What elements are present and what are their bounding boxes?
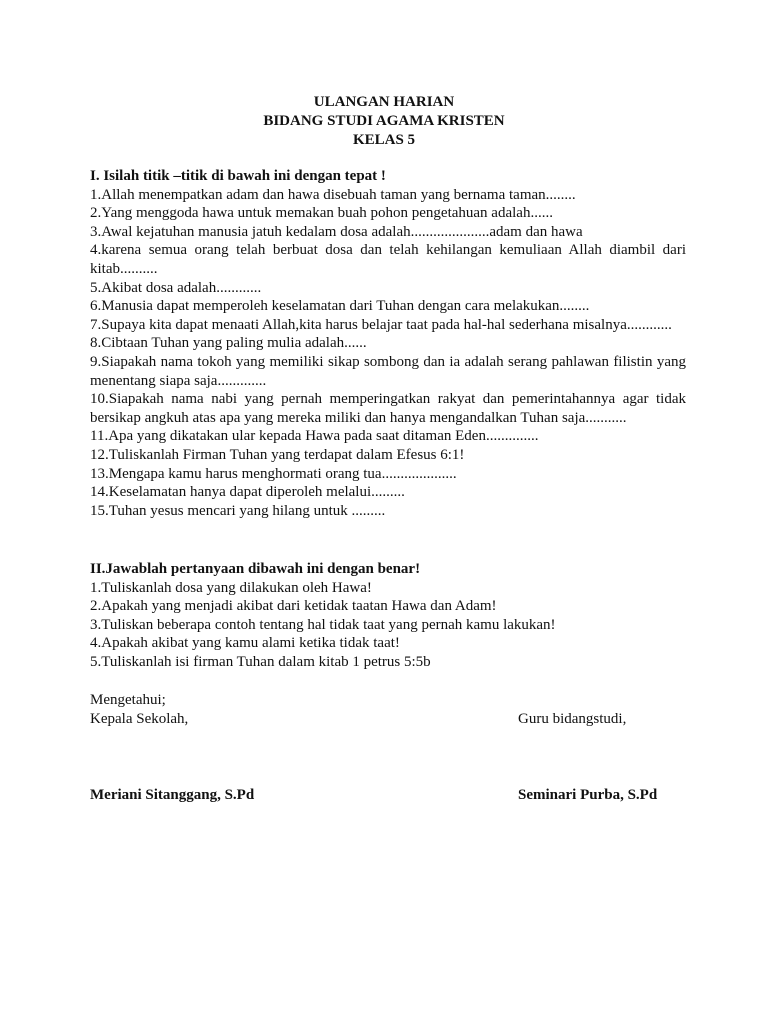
- question-item: 14.Keselamatan hanya dapat diperoleh melalui.........: [90, 484, 405, 501]
- teacher-role: Guru bidangstudi,: [518, 711, 627, 727]
- exam-title: ULANGAN HARIAN: [313, 94, 455, 110]
- section-1: [90, 167, 686, 520]
- principal-name: Meriani Sitanggang, S.Pd: [90, 787, 255, 803]
- question-item: 6.Manusia dapat memperoleh keselamatan dari Tuhan dengan cara melakukan........: [90, 298, 590, 315]
- principal-role: Kepala Sekolah,: [90, 711, 189, 727]
- question-item: 1.Tuliskanlah dosa yang dilakukan oleh Hawa!: [90, 579, 372, 596]
- question-item: 4.karena semua orang telah berbuat dosa dan telah kehilangan kemuliaan Allah diambil dari kitab..........: [90, 242, 686, 277]
- acknowledged-label: Mengetahui;: [90, 692, 166, 708]
- class-title: KELAS 5: [352, 132, 416, 148]
- question-item: 1.Allah menempatkan adam dan hawa disebuah taman yang bernama taman........: [90, 186, 576, 203]
- section-1-title: I. Isilah titik –titik di bawah ini dengan tepat !: [90, 168, 386, 184]
- document-header: [0, 93, 768, 150]
- section-2-title: II.Jawablah pertanyaan dibawah ini dengan benar!: [90, 561, 421, 577]
- question-item: 4.Apakah akibat yang kamu alami ketika tidak taat!: [90, 635, 400, 652]
- question-item: 3.Tuliskan beberapa contoh tentang hal tidak taat yang pernah kamu lakukan!: [90, 616, 556, 633]
- question-item: 13.Mengapa kamu harus menghormati orang tua....................: [90, 465, 457, 482]
- question-item: 2.Yang menggoda hawa untuk memakan buah pohon pengetahuan adalah......: [90, 205, 553, 222]
- question-item: 8.Cibtaan Tuhan yang paling mulia adalah......: [90, 335, 367, 352]
- question-item: 5.Akibat dosa adalah............: [90, 279, 262, 296]
- section-2: [90, 560, 686, 672]
- question-item: 15.Tuhan yesus mencari yang hilang untuk .........: [90, 502, 386, 519]
- question-item: 10.Siapakah nama nabi yang pernah memperingatkan rakyat dan pemerintahannya agar tidak bersikap angkuh atas apa yang mereka miliki dan hanya mengandalkan Tuhan saja...........: [90, 391, 686, 426]
- teacher-name: Seminari Purba, S.Pd: [518, 787, 658, 803]
- question-item: 2.Apakah yang menjadi akibat dari ketidak taatan Hawa dan Adam!: [90, 598, 497, 615]
- subject-title: BIDANG STUDI AGAMA KRISTEN: [263, 113, 505, 129]
- question-item: 9.Siapakah nama tokoh yang memiliki sikap sombong dan ia adalah serang pahlawan filistin yang menentang siapa saja.............: [90, 353, 686, 389]
- question-item: 7.Supaya kita dapat menaati Allah,kita harus belajar taat pada hal-hal sederhana misalnya............: [90, 316, 672, 333]
- question-item: 11.Apa yang dikatakan ular kepada Hawa pada saat ditaman Eden..............: [90, 428, 539, 445]
- question-item: 12.Tuliskanlah Firman Tuhan yang terdapat dalam Efesus 6:1!: [90, 446, 465, 463]
- question-item: 3.Awal kejatuhan manusia jatuh kedalam dosa adalah.....................adam dan hawa: [90, 223, 583, 240]
- question-item: 5.Tuliskanlah isi firman Tuhan dalam kitab 1 petrus 5:5b: [90, 653, 431, 670]
